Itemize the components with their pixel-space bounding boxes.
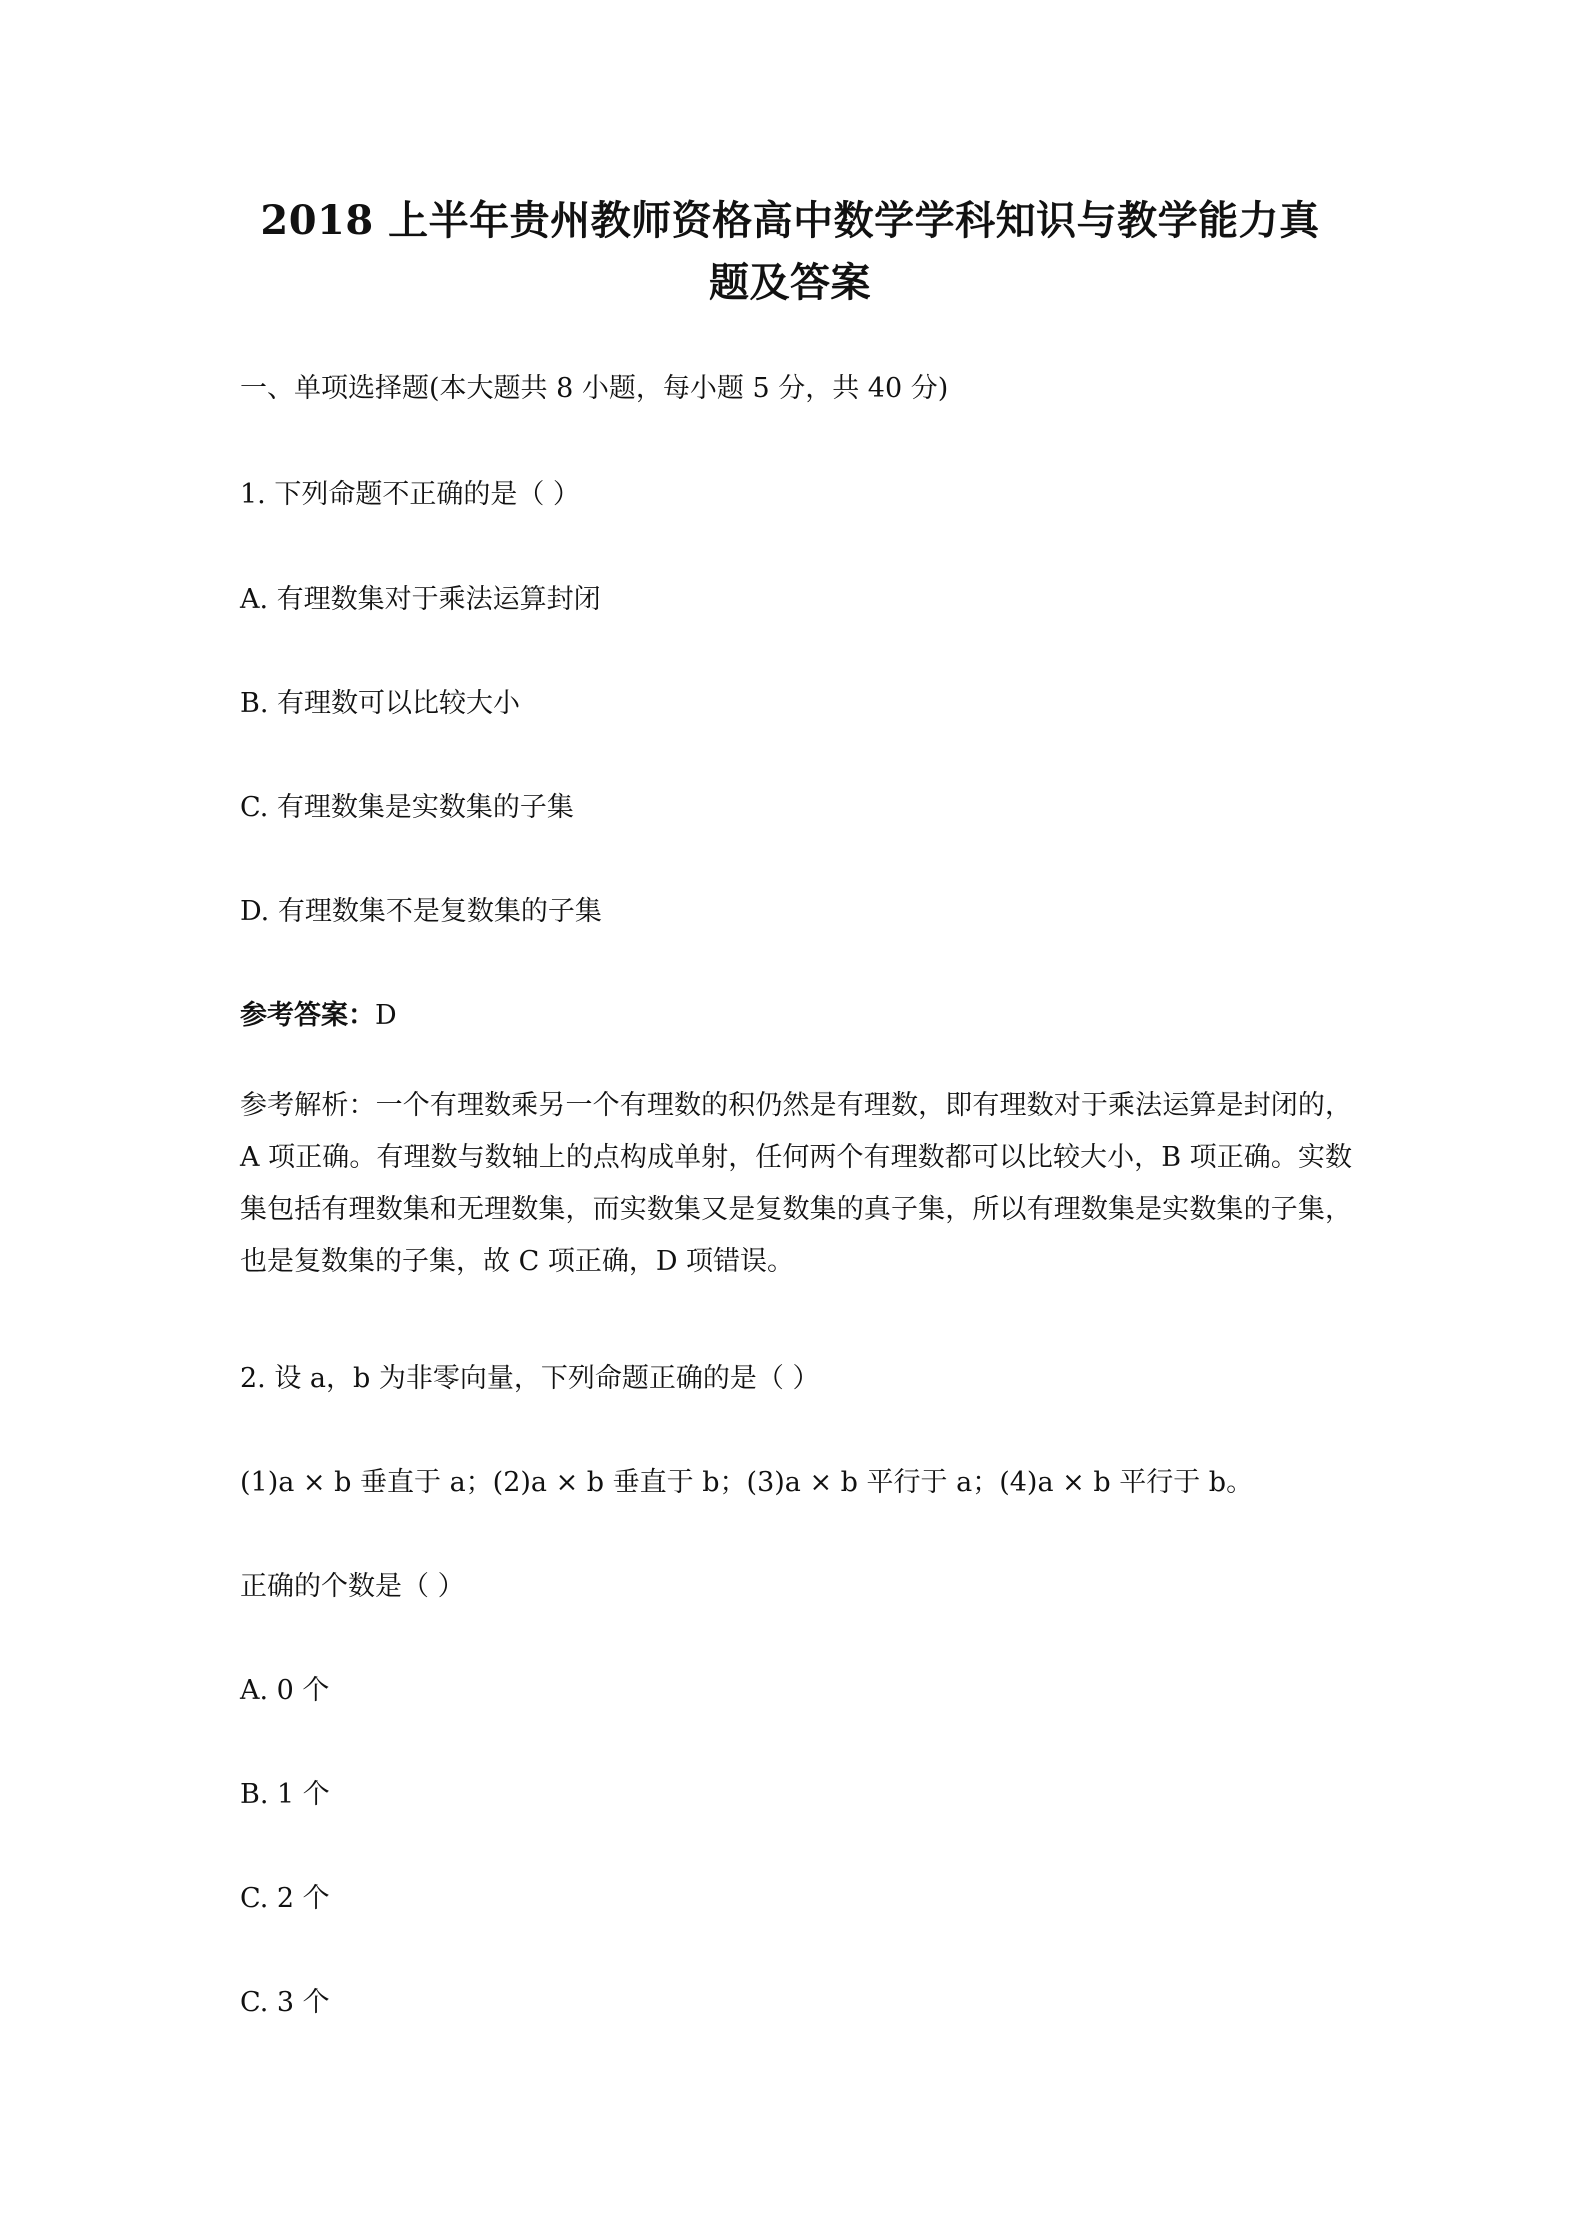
question-2-stem: 2. 设 a，b 为非零向量，下列命题正确的是（ ）	[240, 1363, 820, 1394]
question-2-option-d: C. 3 个	[240, 1987, 330, 2018]
question-1-option-a: A. 有理数集对于乘法运算封闭	[240, 584, 601, 615]
section-heading: 一、单项选择题(本大题共 8 小题，每小题 5 分，共 40 分)	[240, 373, 949, 404]
question-1-option-d: D. 有理数集不是复数集的子集	[240, 896, 602, 927]
question-2-option-c: C. 2 个	[240, 1883, 330, 1914]
title-line-1: 2018 上半年贵州教师资格高中数学学科知识与教学能力真	[260, 197, 1320, 244]
question-2-sub-stem: 正确的个数是（ ）	[240, 1571, 465, 1602]
question-1-stem: 1. 下列命题不正确的是（ ）	[240, 479, 580, 510]
answer-value: D	[375, 1000, 397, 1031]
question-1-option-c: C. 有理数集是实数集的子集	[240, 792, 574, 823]
document-title	[230, 190, 1350, 314]
question-2-option-a: A. 0 个	[240, 1675, 330, 1706]
title-line-2: 题及答案	[709, 259, 871, 306]
question-1-option-b: B. 有理数可以比较大小	[240, 688, 521, 719]
question-2-statements: (1)a × b 垂直于 a；(2)a × b 垂直于 b；(3)a × b 平行于 a；(4)a × b 平行于 b。	[240, 1467, 1254, 1498]
question-2-option-b: B. 1 个	[240, 1779, 330, 1810]
question-1-analysis: 参考解析：一个有理数乘另一个有理数的积仍然是有理数，即有理数对于乘法运算是封闭的，A 项正确。有理数与数轴上的点构成单射，任何两个有理数都可以比较大小，B 项正确。实数集包括有理数集和无理数集，而实数集又是复数集的真子集，所以有理数集是实数集的子集，也是复数集的子集，故 C 项正确，D 项错误。	[240, 1090, 1352, 1277]
answer-label: 参考答案：	[240, 1000, 375, 1031]
question-1-answer	[240, 996, 397, 1036]
